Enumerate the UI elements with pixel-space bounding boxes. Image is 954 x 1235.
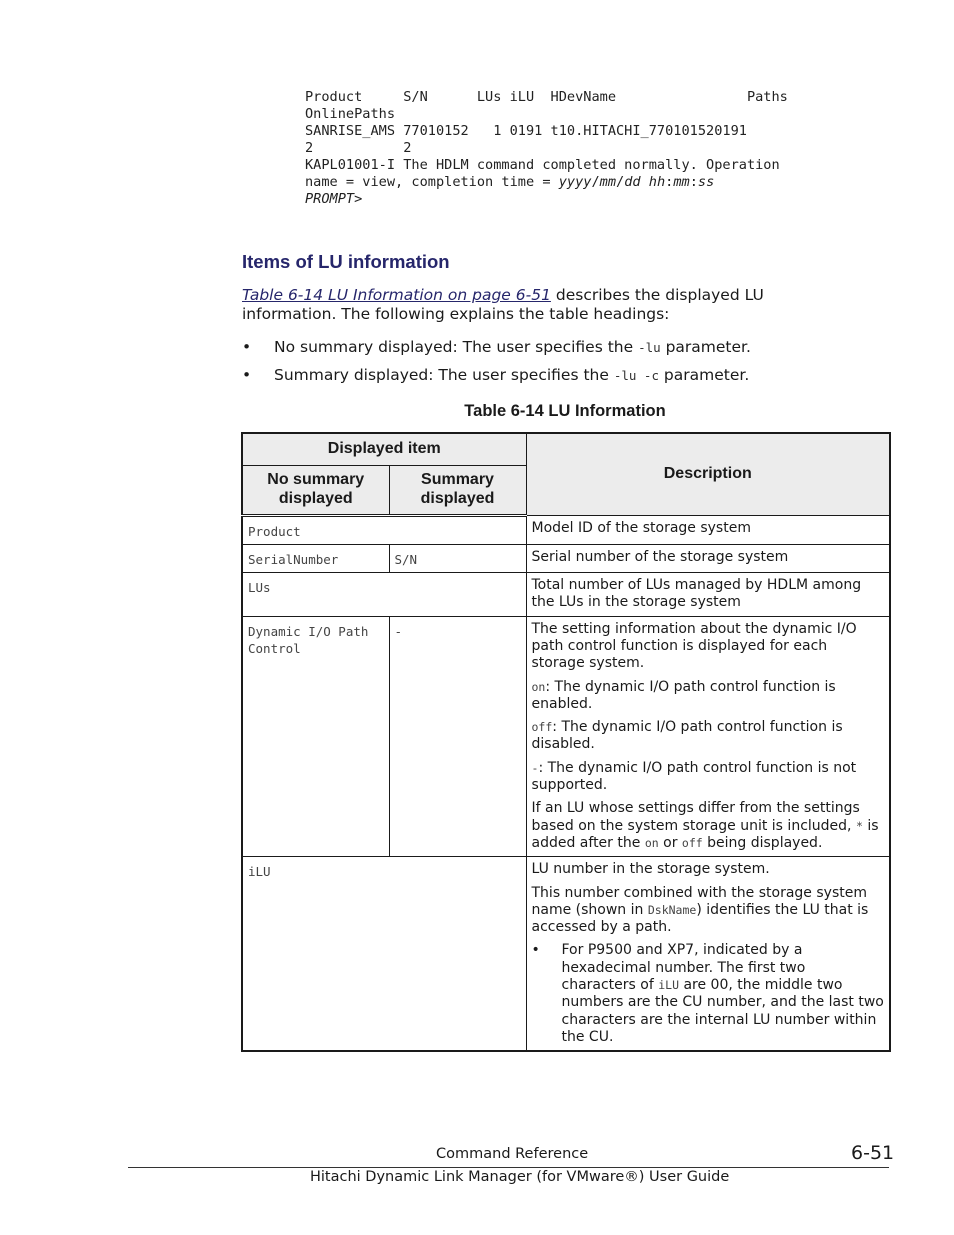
footer-section: Command Reference [436,1146,589,1162]
header-displayed-item: Displayed item [242,433,526,465]
header-summary: Summary displayed [389,465,526,515]
ilu-description: LU number in the storage system. This number combined with the storage system name (shown in DskName) identifies the LU that is accessed by a path. • For P9500 and XP7, indicated by a hexadecimal number. The first two characters of iLU are 00, the middle two numbers are the CU number, and the last two characters are the internal LU number within the CU. [526,857,890,1051]
section-heading: Items of LU information [242,251,450,272]
table-row: LUs Total number of LUs managed by HDLM among the LUs in the storage system [242,573,890,617]
header-no-summary: No summary displayed [242,465,389,515]
lu-information-table [241,432,891,1052]
heading-bullets [242,338,882,394]
table-row: iLU LU number in the storage system. This number combined with the storage system name (shown in DskName) identifies the LU that is accessed by a path. • For P9500 and XP7, indicated by a hexadecimal number. The first two characters of iLU are 00, the middle two numbers are the CU number, and the last two characters are the internal LU number within the CU. [242,857,890,1051]
page-number: 6-51 [851,1142,895,1164]
bullet-no-summary: • No summary displayed: The user specifies the -lu parameter. [242,338,751,356]
table-row: Dynamic I/O Path Control - The setting information about the dynamic I/O path control function is displayed for each storage system. on: The dynamic I/O path control function is enabled. off: The dynamic I/O path control function is disabled. -: The dynamic I/O path control function is not supported. If an LU whose settings differ from the settings based on the system storage unit is included, * is added after the on or off being displayed. [242,616,890,857]
intro-paragraph: Table 6-14 LU Information on page 6-51 describes the displayed LU information. The following explains the table headings: [242,286,764,323]
command-output-example: Product S/N LUs iLU HDevName Paths OnlinePaths SANRISE_AMS 77010152 1 0191 t10.HITACHI_770101520191 2 2 KAPL01001-I The HDLM command completed normally. Operation name = view, completion time = yyyy/mm/dd hh:mm:ss PROMPT> [305,89,788,207]
header-description: Description [526,433,890,515]
bullet-summary: • Summary displayed: The user specifies the -lu -c parameter. [242,366,750,384]
footer-divider [128,1167,889,1168]
table-row: Product Model ID of the storage system [242,515,890,544]
table-caption: Table 6-14 LU Information [464,402,666,420]
footer-title: Hitachi Dynamic Link Manager (for VMware®) User Guide [310,1169,730,1185]
dynamic-io-description: The setting information about the dynamic I/O path control function is displayed for each storage system. on: The dynamic I/O path control function is enabled. off: The dynamic I/O path control function is disabled. -: The dynamic I/O path control function is not supported. If an LU whose settings differ from the settings based on the system storage unit is included, * is added after the on or off being displayed. [526,616,890,857]
table-row: SerialNumber S/N Serial number of the storage system [242,544,890,572]
table-link[interactable]: Table 6-14 LU Information on page 6-51 [242,286,551,304]
